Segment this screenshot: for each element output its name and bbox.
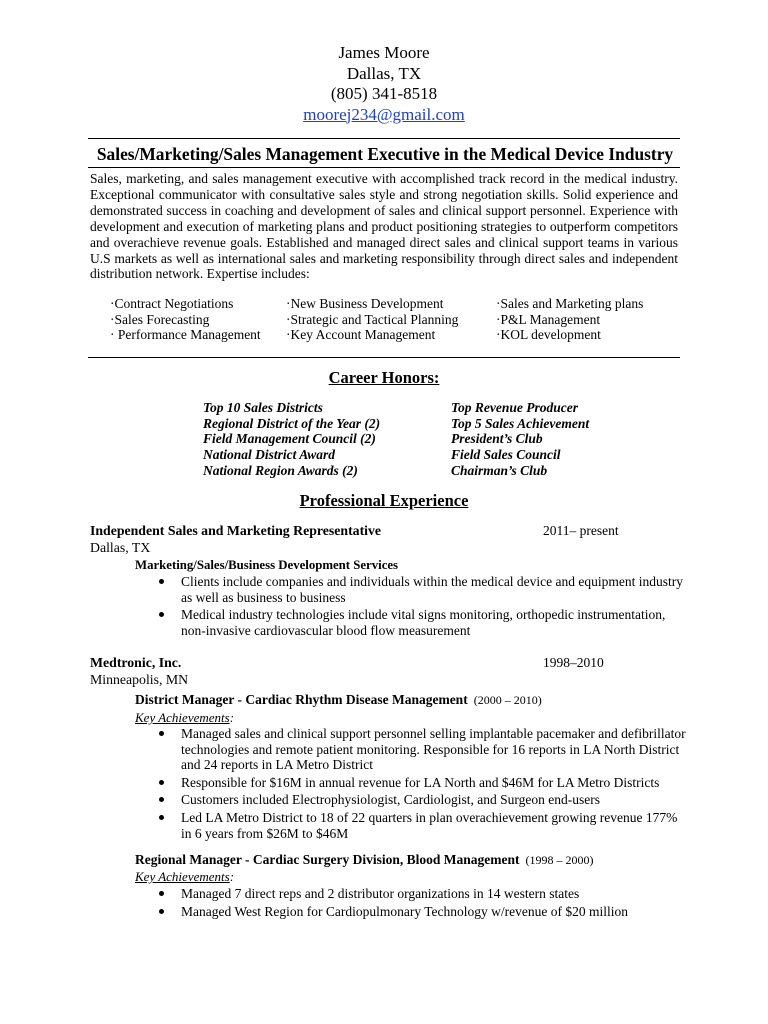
key-achievements-label: [135, 710, 234, 726]
bullet-text: Managed 7 direct reps and 2 distributor organizations in 14 western states: [181, 886, 580, 901]
headline: Sales/Marketing/Sales Management Executive in the Medical Device Industry: [96, 144, 674, 164]
list-item: [157, 607, 687, 638]
job-location: Dallas, TX: [90, 540, 151, 555]
expertise-item: ·Strategic and Tactical Planning: [286, 311, 459, 327]
role-a-bullets: [157, 726, 687, 843]
bullet-dot: [159, 909, 164, 914]
honor-item: Top Revenue Producer: [451, 400, 578, 415]
job-role: [135, 557, 398, 573]
contact-header: [0, 43, 768, 125]
bullet-dot: [159, 891, 164, 896]
bullet-dot: [159, 612, 164, 617]
honor-item: National Region Awards (2): [203, 462, 358, 478]
bullet-text: Managed West Region for Cardiopulmonary Technology w/revenue of $20 million: [181, 903, 629, 919]
header-divider: [88, 138, 680, 139]
job-role: [135, 692, 542, 708]
job-dates: 2011– present: [543, 523, 619, 538]
expertise-column-2: [286, 296, 458, 343]
bullet-text: Led LA Metro District to 18 of 22 quarters in plan overachievement growing revenue 177% in 6 years from $26M to $46M: [181, 809, 678, 841]
expertise-item: ·P&L Management: [496, 311, 601, 327]
job-location: Minneapolis, MN: [90, 672, 189, 687]
experience-title: Professional Experience: [299, 491, 469, 510]
bullet-dot: [159, 780, 164, 785]
role-b-bullets: [157, 886, 687, 921]
key-achievements-colon: :: [229, 710, 235, 725]
bullet-text: Customers included Electrophysiologist, Cardiologist, and Surgeon end-users: [181, 792, 600, 808]
honor-item: Chairman’s Club: [451, 462, 548, 478]
honor-item: Top 5 Sales Achievement: [451, 415, 590, 431]
expertise-column-3: [496, 296, 643, 343]
key-achievements-label: [135, 869, 234, 885]
list-item: [157, 810, 687, 841]
job-role-title: Marketing/Sales/Business Development Services: [135, 558, 399, 572]
honor-item: Top 10 Sales Districts: [203, 400, 323, 415]
key-achievements-text: Key Achievements: [135, 869, 230, 884]
expertise-item: ·Sales and Marketing plans: [496, 296, 644, 311]
headline-divider: [88, 167, 680, 168]
list-item: [157, 726, 687, 773]
expertise-item: · Performance Management: [110, 327, 261, 343]
list-item: [157, 904, 687, 920]
bullet-text: Clients include companies and individuals within the medical device and equipment industry as well as business to business: [181, 574, 684, 605]
job-role-range: (2000 – 2010): [473, 693, 542, 707]
candidate-phone: (805) 341-8518: [330, 84, 438, 103]
job-company: Independent Sales and Marketing Representative: [90, 523, 382, 538]
key-achievements-text: Key Achievements: [135, 710, 230, 725]
candidate-city: Dallas, TX: [346, 63, 422, 83]
expertise-item: ·Contract Negotiations: [110, 296, 234, 311]
expertise-item: ·Sales Forecasting: [110, 311, 210, 327]
honor-item: Field Management Council (2): [203, 431, 376, 447]
list-item: [157, 574, 687, 605]
job-role-range: (1998 – 2000): [525, 853, 594, 867]
bullet-dot: [159, 731, 164, 736]
job-dates: 1998–2010: [543, 655, 604, 670]
bullet-text: Responsible for $16M in annual revenue for LA North and $46M for LA Metro Districts: [181, 774, 660, 790]
expertise-column-1: [110, 296, 261, 343]
honor-item: President’s Club: [451, 431, 543, 447]
bullet-dot: [159, 579, 164, 584]
job-role-title: Regional Manager - Cardiac Surgery Division, Blood Management: [135, 852, 520, 867]
bullet-dot: [159, 797, 164, 802]
bullet-text: Medical industry technologies include vital signs monitoring, orthopedic instrumentation, non-invasive cardiovascular blood flow measurement: [181, 607, 666, 638]
list-item: [157, 792, 687, 808]
bullet-text: Managed sales and clinical support personnel selling implantable pacemaker and defibrillator technologies and remote patient monitoring. Responsible for 16 reports in LA North District and 24 reports in LA Metro District: [181, 726, 686, 773]
honors-column-right: [451, 400, 589, 479]
job-1-bullets: [157, 574, 687, 640]
job-role: [135, 852, 593, 868]
job-role-title: District Manager - Cardiac Rhythm Disease Management: [135, 692, 468, 707]
expertise-item: ·KOL development: [496, 327, 601, 343]
list-item: [157, 775, 687, 791]
bullet-dot: [159, 815, 164, 820]
list-item: [157, 886, 687, 902]
honor-item: Field Sales Council: [451, 447, 561, 463]
honors-title: Career Honors:: [328, 368, 440, 387]
expertise-item: ·New Business Development: [286, 296, 444, 311]
job-company: Medtronic, Inc.: [90, 655, 182, 670]
candidate-name: James Moore: [338, 43, 430, 62]
honors-column-left: [203, 400, 380, 479]
candidate-email-link[interactable]: moorej234@gmail.com: [303, 104, 465, 124]
expertise-item: ·Key Account Management: [286, 327, 436, 343]
summary-paragraph: Sales, marketing, and sales management executive with accomplished track record in the medical industry. Exceptional communicator with consultative sales style and strong negotiation skills. Solid experience and demonstrated success in coaching and development of sales and clinical support personnel. Experience with development and execution of marketing plans and product positioning strategies to outperform competitors and overachieve revenue goals. Established and managed direct sales and clinical support teams in various U.S markets as well as international sales and marketing responsibility through direct sales and independent distribution network. Expertise includes:: [90, 171, 678, 282]
skills-divider: [88, 357, 680, 358]
honor-item: Regional District of the Year (2): [203, 415, 381, 431]
key-achievements-colon: :: [229, 869, 235, 884]
honor-item: National District Award: [203, 447, 336, 463]
